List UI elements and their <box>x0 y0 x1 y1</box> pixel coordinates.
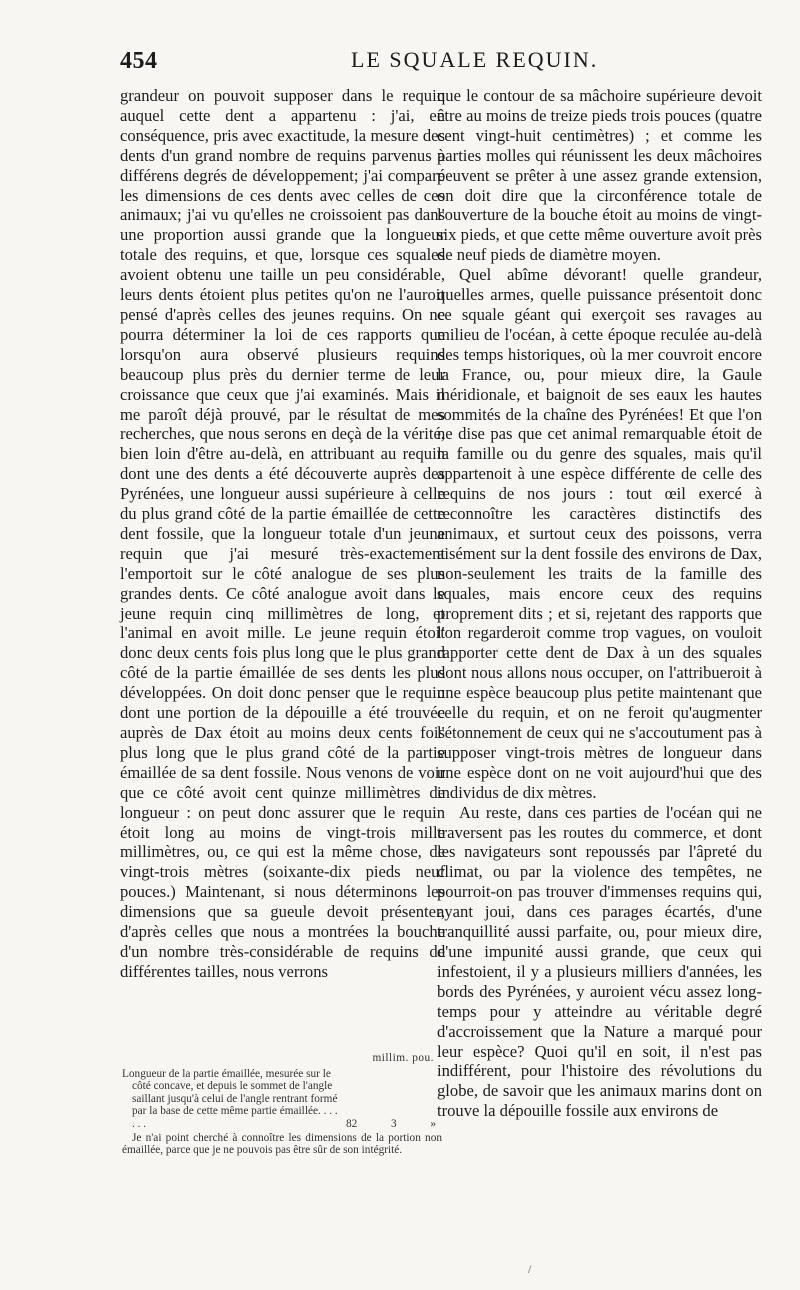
footnote-millim-value: 82 <box>346 1117 358 1130</box>
footnote-pou-value: 3 <box>390 1117 397 1130</box>
paragraph: Quel abîme dévorant! quelle grandeur, quelles armes, quelle puissance présentoit donc ce squale géant qui exerçoit ses ravages au milieu de l'océan, à cette époque reculée au-delà des temps historiques, où la mer couvroit encore la France, ou, pour mieux dire, la Gaule méridionale, et baignoit de ses eaux les hautes sommités de la chaîne des Pyrénées! Et que l'on ne dise pas que cet animal remarquable étoit de la famille ou du genre des squales, mais qu'il appartenoit à une espèce différente de celle des requins de nos jours : tout œil exercé à reconnoître les caractères distinctifs des animaux, et surtout ceux des poissons, verra aisément sur la dent fossile des environs de Dax, non-seulement les traits de la famille des squales, mais encore ceux des requins proprement dits ; et si, rejetant des rapports que l'on regarderoit comme trop vagues, on vouloit rapporter cette dent de Dax à un des squales dont nous allons nous occuper, on l'attribueroit à une espèce beaucoup plus petite maintenant que celle du requin, et on ne feroit qu'augmenter l'étonnement de ceux qui ne s'accoutument pas à supposer vingt-trois mètres de longueur dans une espèce dont on ne voit aujourd'hui que des individus de dix mètres. <box>437 265 762 802</box>
running-title: LE SQUALE REQUIN. <box>351 47 599 72</box>
paragraph: grandeur on pouvoit supposer dans le requin auquel cette dent a appartenu : j'ai, en conséquence, pris avec exactitude, la mesure des dents d'un grand nombre de requins parvenus à différens degrés de développement; j'ai comparé les dimensions de ces dents avec celles de ces animaux; j'ai vu qu'elles ne croissoient pas dans une proportion aussi grande que la longueur totale des requins, et que, lorsque ces squales avoient obtenu une taille un peu considérable, leurs dents étoient plus petites qu'on ne l'auroit pensé d'après celles des jeunes requins. On ne pourra déterminer la loi de ces rapports que lorsqu'on aura observé plusieurs requins beaucoup plus près du dernier terme de leur croissance que ceux que j'ai examinés. Mais il me paroît déjà prouvé, par le résultat de mes recherches, que nous serons en deçà de la vérité, bien loin d'être au-delà, en attribuant au requin dont une des dents a été découverte auprès des Pyrénées, une longueur aussi supérieure à celle du plus grand côté de la partie émaillée de cette dent fossile, que la longueur totale d'un jeune requin que j'ai mesuré très-exactement l'emportoit sur le côté analogue de ses plus grandes dents. Ce côté analogue avoit dans le jeune requin cinq millimètres de long, et l'animal en avoit mille. Le jeune requin étoit donc deux cents fois plus long que le plus grand côté de la partie émaillée de ses dents les plus développées. On doit donc penser que le requin dont une portion de la dépouille a été trouvée auprès de Dax étoit au moins deux cents fois plus long que le plus grand côté de la partie émaillée de sa dent fossile. Nous venons de voir que ce côté avoit cent quinze millimètres de longueur : on peut donc assurer que le requin étoit long au moins de vingt-trois mille millimètres, ou, ce qui est la même chose, de vingt-trois mètres (soixante-dix pieds neuf pouces.) Maintenant, si nous déterminons les dimensions que sa gueule devoit présenter, d'après celles que nous a montrées la bouche d'un nombre très-considérable de requins de différentes tailles, nous verrons <box>120 86 445 981</box>
footnote-extra-value: » <box>430 1117 436 1130</box>
footnote-values <box>346 1118 442 1131</box>
page-header <box>118 44 762 80</box>
footnote <box>122 1052 442 1157</box>
page-number: 454 <box>120 48 158 74</box>
paragraph: que le contour de sa mâchoire supérieure devoit être au moins de treize pieds trois pouces (quatre cent vingt-huit centimètres) ; et comme les parties molles qui réunissent les deux mâchoires peuvent se prêter à une assez grande extension, on doit dire que la circonférence totale de l'ouverture de la bouche étoit au moins de vingt-six pieds, et que cette même ouverture avoit près de neuf pieds de diamètre moyen. <box>437 86 762 265</box>
footnote-measurement-row <box>122 1068 442 1131</box>
right-column <box>437 86 762 1121</box>
footnote-units-header: millim. pou. <box>372 1052 434 1064</box>
footnote-note: Je n'ai point cherché à connoître les dimensions de la portion non émaillée, parce que je ne pouvois pas être sûr de son intégrité. <box>122 1131 442 1157</box>
paragraph: Au reste, dans ces parties de l'océan qui ne traversent pas les routes du commerce, et dont les navigateurs sont repoussés par l'âpreté du climat, ou par la violence des tempêtes, ne pourroit-on pas trouver d'immenses requins qui, ayant joui, dans ces parages écartés, d'une tranquillité aussi parfaite, ou, pour mieux dire, d'une impunité aussi grande, que ceux qui infestoient, il y a plusieurs milliers d'années, les bords des Pyrénées, y auroient vécu assez long-temps pour y atteindre au véritable degré d'accroissement que la Nature a marqué pour leur espèce? Quoi qu'il en soit, il n'est pas indifférent, pour l'histoire des révolutions du globe, de savoir que les animaux marins dont on trouve la dépouille fossile aux environs de <box>437 802 762 1121</box>
footer-mark: / <box>528 1262 532 1276</box>
footnote-entry-label: Longueur de la partie émaillée, mesurée sur le côté concave, et depuis le sommet de l'angle saillant jusqu'à celui de l'angle rentrant formé par la base de cette même partie émaillée. . . . . . . <box>122 1067 338 1130</box>
left-column <box>120 86 445 982</box>
